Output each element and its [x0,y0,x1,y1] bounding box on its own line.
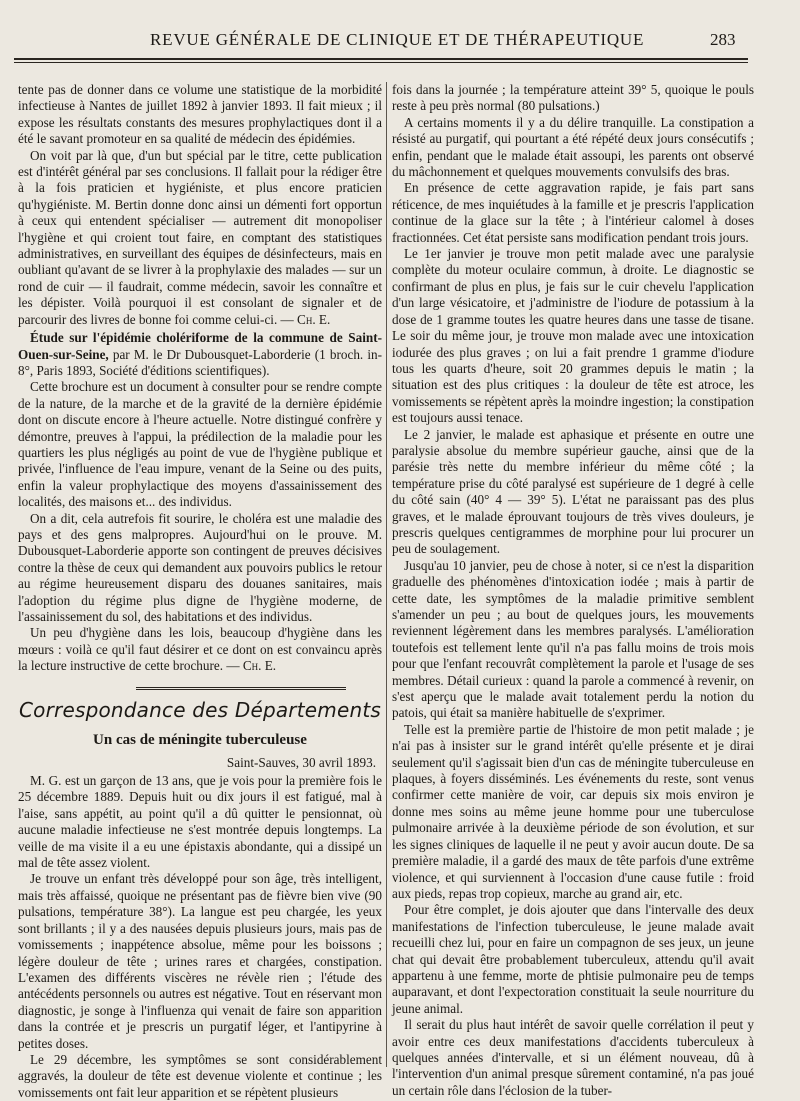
review-entry [18,330,382,379]
article-paragraph: Le 29 décembre, les symptômes se sont considérablement aggravés, la douleur de tête est devenue violente et continue ; les vomissements ont fait leur apparition et se répètent plusieurs [18,1051,382,1100]
section-title: Correspondance des Départements [19,697,381,722]
article-paragraph: M. G. est un garçon de 13 ans, que je vois pour la première fois le 25 décembre 1889. Depuis huit ou dix jours il est fatigué, mal à l'aise, sans appétit, au point qu'il a dû quitter le pensionnat, où aucune maladie infectieuse ne s'est montrée depuis longtemps. La veille de ma visite il a eu une épistaxis abondante, qui a dissipé un mal de tête assez violent. [18,773,382,871]
review-signature: Ch. E. [242,658,277,674]
article-paragraph: En présence de cette aggravation rapide, je fais part sans réticence, de mes inquiétudes à la famille et je prescris l'application continue de la glace sur la tête ; à l'intérieur calomel à doses fractionnées. Cet état persiste sans modification pendant trois jours. [392,180,754,245]
review-heading: Étude sur l'épidémie cholériforme de la commune de Saint-Ouen-sur-Seine, [18,330,382,362]
article-paragraph: Jusqu'au 10 janvier, peu de chose à noter, si ce n'est la disparition graduelle des phénomènes d'intoxication iodée ; mais à partir de cette date, les symptômes de la maladie primitive semblent s'amender un peu ; au bout de quelques jours, les mouvements reviennent légèrement dans les membres paralysés. L'amélioration toutefois est tellement lente qu'il n'a pas fallu moins de trois mois pour que l'enfant recouvrât complètement la parole et l'usage de ses membres. Détail curieux : quand la parole a commencé à revenir, on s'est aperçu que le malade avait totalement perdu la notion du patois, qui était sa manière habituelle de s'exprimer. [392,557,754,721]
article-paragraph: Le 1er janvier je trouve mon petit malade avec une paralysie complète du moteur oculaire commun, à droite. Le diagnostic se confirmant de plus en plus, je fais sur le cuir chevelu l'application d'un large vésicatoire, et j'administre de l'iodure de potassium à la dose de 1 gramme toutes les quatre heures dans une tasse de tisane. Le soir du même jour, je trouve mon malade avec une intoxication iodurée des plus graves ; on lui a fait prendre 1 gramme d'iodure tous les quarts d'heure, soit 20 grammes depuis le matin ; la situation est des plus critiques : la douleur de tête est atroce, les vomissements se répètent après la moindre ingestion; la constipation est toujours aussi tenace. [392,246,754,426]
review-signature: Ch. E. [297,311,331,327]
review-text: Un peu d'hygiène dans les lois, beaucoup d'hygiène dans les mœurs : voilà ce qu'il faut désirer et ce dont on est convaincu après la lecture instructive de cette brochure. — [18,625,382,674]
review-paragraph [18,148,382,328]
page-number: 283 [710,30,736,49]
article-paragraph: Je trouve un enfant très développé pour son âge, très intelligent, mais très affaissé, quoique ne présentant pas de fièvre bien vive (90 pulsations, température 38°). La langue est peu chargée, les yeux sont brillants ; il y a des nausées depuis plusieurs jours, mais pas de vomissements ; inappétence absolue, même pour les boissons ; légère douleur de tête ; urines rares et chargées, constipation. L'examen des différents viscères ne révèle rien ; l'étude des antécédents personnels ou autres est négative. Tout en réservant mon diagnostic, je songe à l'influenza qui venait de faire son apparition dans la contrée et je prescris un purgatif léger, et l'antipyrine à petites doses. [18,871,382,1051]
left-column [18,82,382,1101]
review-citation: par M. le Dr Dubousquet-Laborderie (1 broch. in-8°, Paris 1893, Société d'éditions scientifiques). [18,346,382,378]
article-paragraph: Le 2 janvier, le malade est aphasique et présente en outre une paralysie absolue du membre supérieur gauche, ainsi que de la parésie très nette du membre inférieur du même côté ; la température prise du côté paralysé est supérieure de 1 degré à celle du côté sain (40° 4 — 39° 5). L'état ne paraissant pas des plus graves, et le malade éprouvant toujours de très vives douleurs, je prescris quelques centigrammes de morphine pour lui procurer un peu de soulagement. [392,426,754,557]
review-paragraph: tente pas de donner dans ce volume une statistique de la morbidité infectieuse à Nantes de juillet 1892 à janvier 1893. Il fait mieux ; il expose les résultats constants des mesures prophylactiques dont il a été le savant promoteur en sa qualité de médecin des épidémies. [18,82,382,147]
article-paragraph: A certains moments il y a du délire tranquille. La constipation a résisté au purgatif, qui pourtant a été répété deux jours consécutifs ; enfin, pendant que le malade était assoupi, les parents ont observé du mâchonnement et quelques mouvements convulsifs des bras. [392,114,754,180]
dateline: Saint-Sauves, 30 avril 1893. [226,754,376,770]
article-paragraph: Telle est la première partie de l'histoire de mon petit malade ; je n'ai pas à insister sur le grand intérêt qu'elle présente et je dirai seulement qu'il s'agissait bien d'un cas de méningite tuberculeuse en plaques, à foyers disséminés. Les événements du reste, sont venus confirmer cette manière de voir, car depuis six mois environ je donne mes soins au même jeune homme pour une tuberculose pulmonaire arrivée à la deuxième période de son évolution, et sur les signes cliniques de laquelle il ne peut y avoir aucun doute. De sa première maladie, il a gardé des maux de tête parfois d'une extrême violence, et qui surviennent à l'occasion d'une cause futile : froid aux pieds, repas trop copieux, marche au grand air, etc. [392,721,754,901]
article-paragraph: Pour être complet, je dois ajouter que dans l'intervalle des deux manifestations de l'infection tuberculeuse, le jeune malade avait recueilli chez lui, pour en faire un compagnon de ses jeux, un jeune chat qui devait être probablement tuberculeux, attendu qu'il avait appartenu à une femme, morte de phtisie pulmonaire peu de temps auparavant, et dont l'expectoration constituait la seule nourriture du jeune animal. [392,902,754,1016]
running-title: REVUE GÉNÉRALE DE CLINIQUE ET DE THÉRAPEUTIQUE [150,30,645,49]
review-paragraph: Cette brochure est un document à consulter pour se rendre compte de la nature, de la marche et de la gravité de la dernière épidémie dont on discute encore à l'heure actuelle. Notre distingué confrère y démontre, preuves à l'appui, la prédilection de la maladie pour les quartiers les plus négligés au point de vue de l'hygiène publique et privée, l'influence de l'eau impure, venant de la Seine ou des puits, enfin la valeur prophylactique des moyens d'assainissement des localités, des maisons et... des individus. [18,379,382,510]
review-paragraph [18,625,382,674]
article-title: Un cas de méningite tuberculeuse [93,731,307,748]
review-text: On voit par là que, d'un but spécial par le titre, cette publication est d'intérêt général par ses conclusions. Il fallait pour la rédiger être à la fois praticien et hygiéniste, et plus encore praticien qu'hygiéniste. M. Bertin donne donc ainsi un démenti fort opportun à ceux qui entendent spécialiser — autrement dit monopoliser l'hygiène et qui croient tout faire, en comptant des statistiques administratives, en surveillant des équipes de désinfecteurs, mais en oubliant qu'avant de se livrer à la prophylaxie des malades — sur un rond de cuir — il faudrait, comme médecin, savoir les connaître et les dépister. Voilà pourquoi il est consolant de signaler et de parcourir des livres de bonne foi comme celui-ci. — [18,147,382,327]
header-rule [14,58,748,60]
section-separator [136,687,346,692]
article-paragraph: fois dans la journée ; la température atteint 39° 5, quoique le pouls reste à peu près normal (80 pulsations.) [392,82,754,114]
header-rule-thin [14,62,748,63]
right-column [392,82,754,1099]
article-paragraph: Il serait du plus haut intérêt de savoir quelle corrélation il peut y avoir entre ces deux manifestations d'accidents tuberculeux à quelques années d'intervalle, et si un élément nouveau, dû à l'intervention d'un animal presque sûrement contaminé, n'a pas joué un certain rôle dans l'éclosion de la tuber- [392,1017,754,1098]
page-header [0,0,800,56]
review-paragraph: On a dit, cela autrefois fit sourire, le choléra est une maladie des pays et des gens malpropres. Aujourd'hui on le prouve. M. Dubousquet-Laborderie apporte son contingent de preuves décisives contre la thèse de ceux qui demandent aux pouvoirs publics le retour au régime heureusement disparu des douanes sanitaires, mais l'adoption du régime plus digne de l'hygiène moderne, de l'assainissement du sol, des habitations et des individus. [18,510,382,624]
column-divider [386,82,387,1067]
